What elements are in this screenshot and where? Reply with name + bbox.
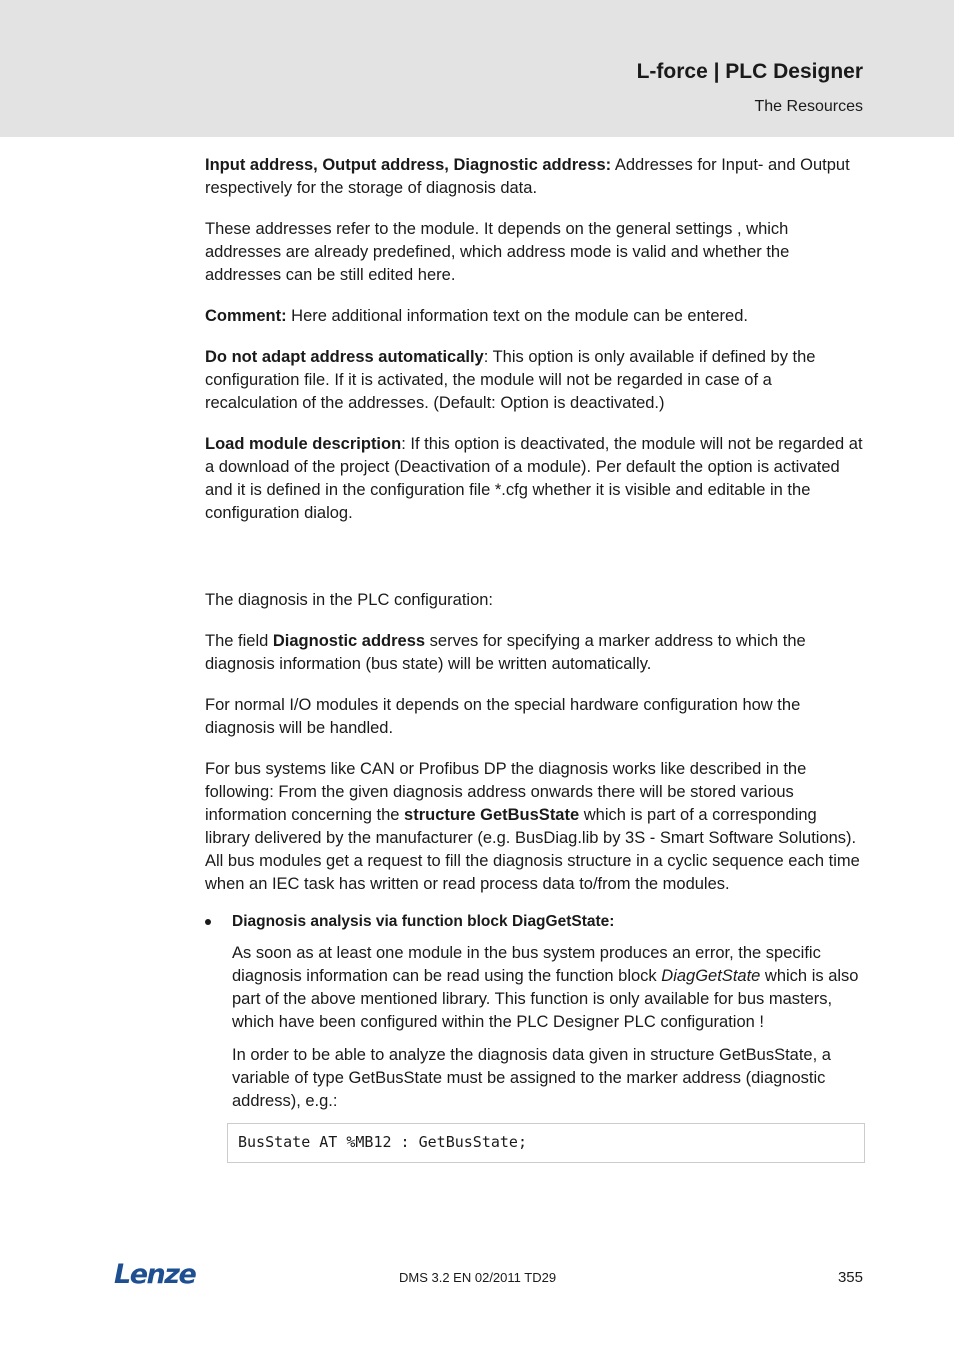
paragraph-do-not-adapt: Do not adapt address automatically: This option is only available if defined by the configuration file. If it is activated, the module will not be regarded in case of a recalculation of the addresses. (Default: Option is deactivated.)	[205, 348, 816, 412]
page-number: 355	[837, 1269, 863, 1286]
bullet-heading: Diagnosis analysis via function block DiagGetState:	[205, 910, 865, 933]
bullet-body	[205, 942, 865, 1113]
bullet-paragraph-diaggetstate: As soon as at least one module in the bus system produces an error, the specific diagnosis information can be read using the function block DiagGetState which is also part of the above mentioned library. This function is only available for bus masters, which have been configured within the PLC Designer PLC configuration !	[232, 944, 859, 1031]
paragraph-diagnosis-intro: The diagnosis in the PLC configuration:	[205, 591, 494, 609]
bullet-paragraph-getbusstate: In order to be able to analyze the diagnosis data given in structure GetBusState, a variable of type GetBusState must be assigned to the marker address (diagnostic address), e.g.:	[232, 1046, 831, 1110]
paragraph-module-addresses: These addresses refer to the module. It depends on the general settings , which addresses are already predefined, which address mode is valid and whether the addresses can be still edited here.	[205, 220, 790, 284]
paragraph-bus-systems: For bus systems like CAN or Profibus DP the diagnosis works like described in the following: From the given diagnosis address onwards there will be stored various information concerning the structure GetBusState which is part of a corresponding library delivered by the manufacturer (e.g. BusDiag.lib by 3S - Smart Software Solutions). All bus modules get a request to fill the diagnosis structure in a cyclic sequence each time when an IEC task has written or read process data to/from the modules.	[205, 760, 860, 893]
main-content	[205, 154, 865, 1163]
paragraph-addresses: Input address, Output address, Diagnostic address: Addresses for Input- and Output respectively for the storage of diagnosis data.	[205, 156, 850, 197]
lenze-logo: Lenze	[114, 1259, 196, 1290]
document-title: L-force | PLC Designer	[636, 60, 863, 83]
code-example: BusState AT %MB12 : GetBusState;	[227, 1123, 865, 1163]
paragraph-io-modules: For normal I/O modules it depends on the special hardware configuration how the diagnosis will be handled.	[205, 696, 801, 737]
paragraph-diagnostic-field: The field Diagnostic address serves for specifying a marker address to which the diagnosis information (bus state) will be written automatically.	[205, 632, 806, 673]
bullet-dot-icon	[205, 919, 211, 925]
footer-document-id: DMS 3.2 EN 02/2011 TD29	[399, 1270, 557, 1285]
spacer	[205, 543, 865, 589]
paragraph-comment: Comment: Here additional information text on the module can be entered.	[205, 307, 748, 325]
section-subtitle: The Resources	[754, 98, 863, 115]
paragraph-load-module: Load module description: If this option is deactivated, the module will not be regarded at a download of the project (Deactivation of a module). Per default the option is activated and it is defined in the configuration file *.cfg whether it is visible and editable in the configuration dialog.	[205, 435, 863, 522]
